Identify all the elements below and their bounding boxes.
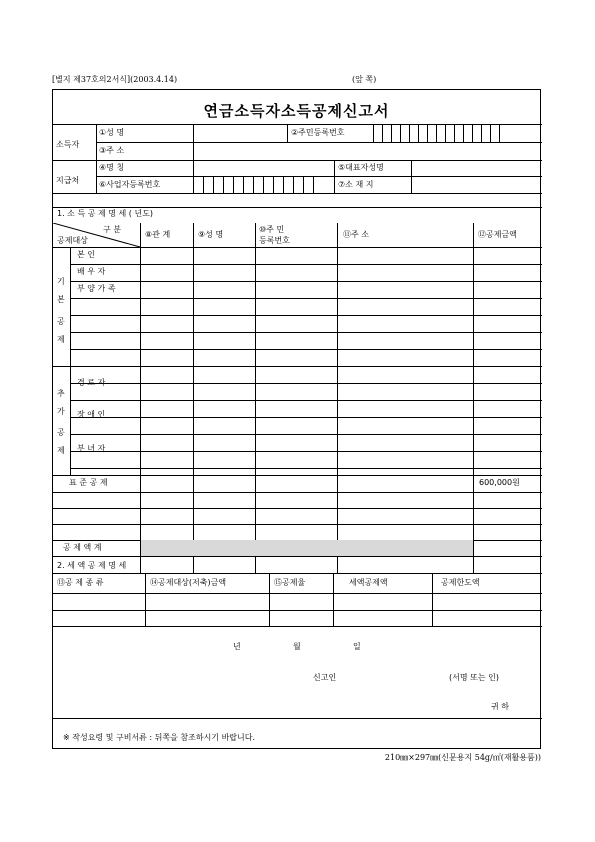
earner-rrn-label: ②주민등록번호 — [291, 128, 345, 137]
form-title: 연금소득자소득공제신고서 — [203, 102, 390, 120]
addressee-label: 귀 하 — [491, 702, 509, 711]
page-side: (앞 쪽) — [352, 75, 377, 84]
date-day: 일 — [353, 642, 361, 651]
date-month: 월 — [293, 642, 301, 651]
earner-label: 소득자 — [56, 140, 80, 149]
payer-bizno-label: ⑥사업자등록번호 — [99, 180, 161, 189]
col-rrn-top: ⑩주 민 — [259, 225, 285, 234]
standard-deduction-amount: 600,000원 — [479, 478, 520, 487]
col-relation: ⑧관 계 — [145, 230, 171, 239]
col-tax-credit: 세액공제액 — [349, 578, 388, 587]
declarant-label: 신고인 — [313, 673, 337, 682]
col-limit: 공제한도액 — [441, 578, 480, 587]
payer-name-label: ④명 칭 — [99, 163, 125, 172]
total-row-shading — [141, 540, 473, 556]
row-spouse: 배 우 자 — [77, 267, 106, 276]
standard-deduction-label: 표 준 공 제 — [69, 478, 108, 487]
section2-title: 2. 세 액 공 제 명 세 — [57, 561, 127, 570]
signature-hint: (서명 또는 인) — [449, 673, 499, 682]
form-frame: 연금소득자소득공제신고서 소득자 ①성 명 ②주민등록번호 ③주 소 지급처 ④명 칭 ⑤대표자성명 ⑥사업자등록번호 ⑦소 재 지 1. 소 득 공 제 명 세 ( 년도) 구 분 공제대상 ⑧관 계 ⑨성 명 ⑩주 민 등록번호 ⑪주 소 ⑫공제금액 기 본 공 제 본 인 배 우 자 부 양 가 족 추 가 공 제 경 로 자 장 애 인 부 녀 자 표 준 공 제 600,000원 공 제 액 계 2. 세 액 공 제 명 세 ⑬공 제 종 류 ⑭공제대상(저축)금액 ⑮공제율 세액공제액 공제한도액 년 월 일 신고인 (서명 또는 인) 귀 하 ※ 작성요령 및 구비서류 : 뒤쪽을 참조하시기 바랍니다. — [52, 89, 541, 749]
col-gubun: 구 분 — [103, 225, 121, 234]
col-rrn-bottom: 등록번호 — [259, 236, 290, 245]
row-woman: 부 녀 자 — [77, 444, 106, 453]
col-address: ⑪주 소 — [343, 230, 369, 239]
col-amount: ⑫공제금액 — [478, 230, 517, 239]
section1-title: 1. 소 득 공 제 명 세 ( 년도) — [57, 209, 154, 218]
row-dependents: 부 양 가 족 — [77, 284, 116, 293]
payer-rep-label: ⑤대표자성명 — [338, 163, 384, 172]
date-year: 년 — [233, 642, 241, 651]
row-elderly: 경 로 자 — [77, 378, 106, 387]
instructions-note: ※ 작성요령 및 구비서류 : 뒤쪽을 참조하시기 바랍니다. — [63, 733, 256, 742]
row-self: 본 인 — [77, 250, 95, 259]
col-target-amount: ⑭공제대상(저축)금액 — [150, 578, 227, 587]
col-rate: ⑮공제율 — [274, 578, 306, 587]
col-target: 공제대상 — [57, 236, 88, 245]
col-name: ⑨성 명 — [198, 230, 224, 239]
deduction-total-label: 공 제 액 계 — [63, 543, 102, 552]
earner-address-label: ③주 소 — [99, 146, 125, 155]
payer-label: 지급처 — [56, 176, 80, 185]
paper-spec: 210㎜×297㎜(신문용지 54g/㎡(재활용품)) — [384, 753, 541, 762]
payer-location-label: ⑦소 재 지 — [338, 180, 374, 189]
row-disabled: 장 애 인 — [77, 410, 106, 419]
col-deduction-type: ⑬공 제 종 류 — [57, 578, 104, 587]
form-number: [별지 제37호의2서식](2003.4.14) — [52, 75, 178, 84]
earner-name-label: ①성 명 — [99, 128, 125, 137]
